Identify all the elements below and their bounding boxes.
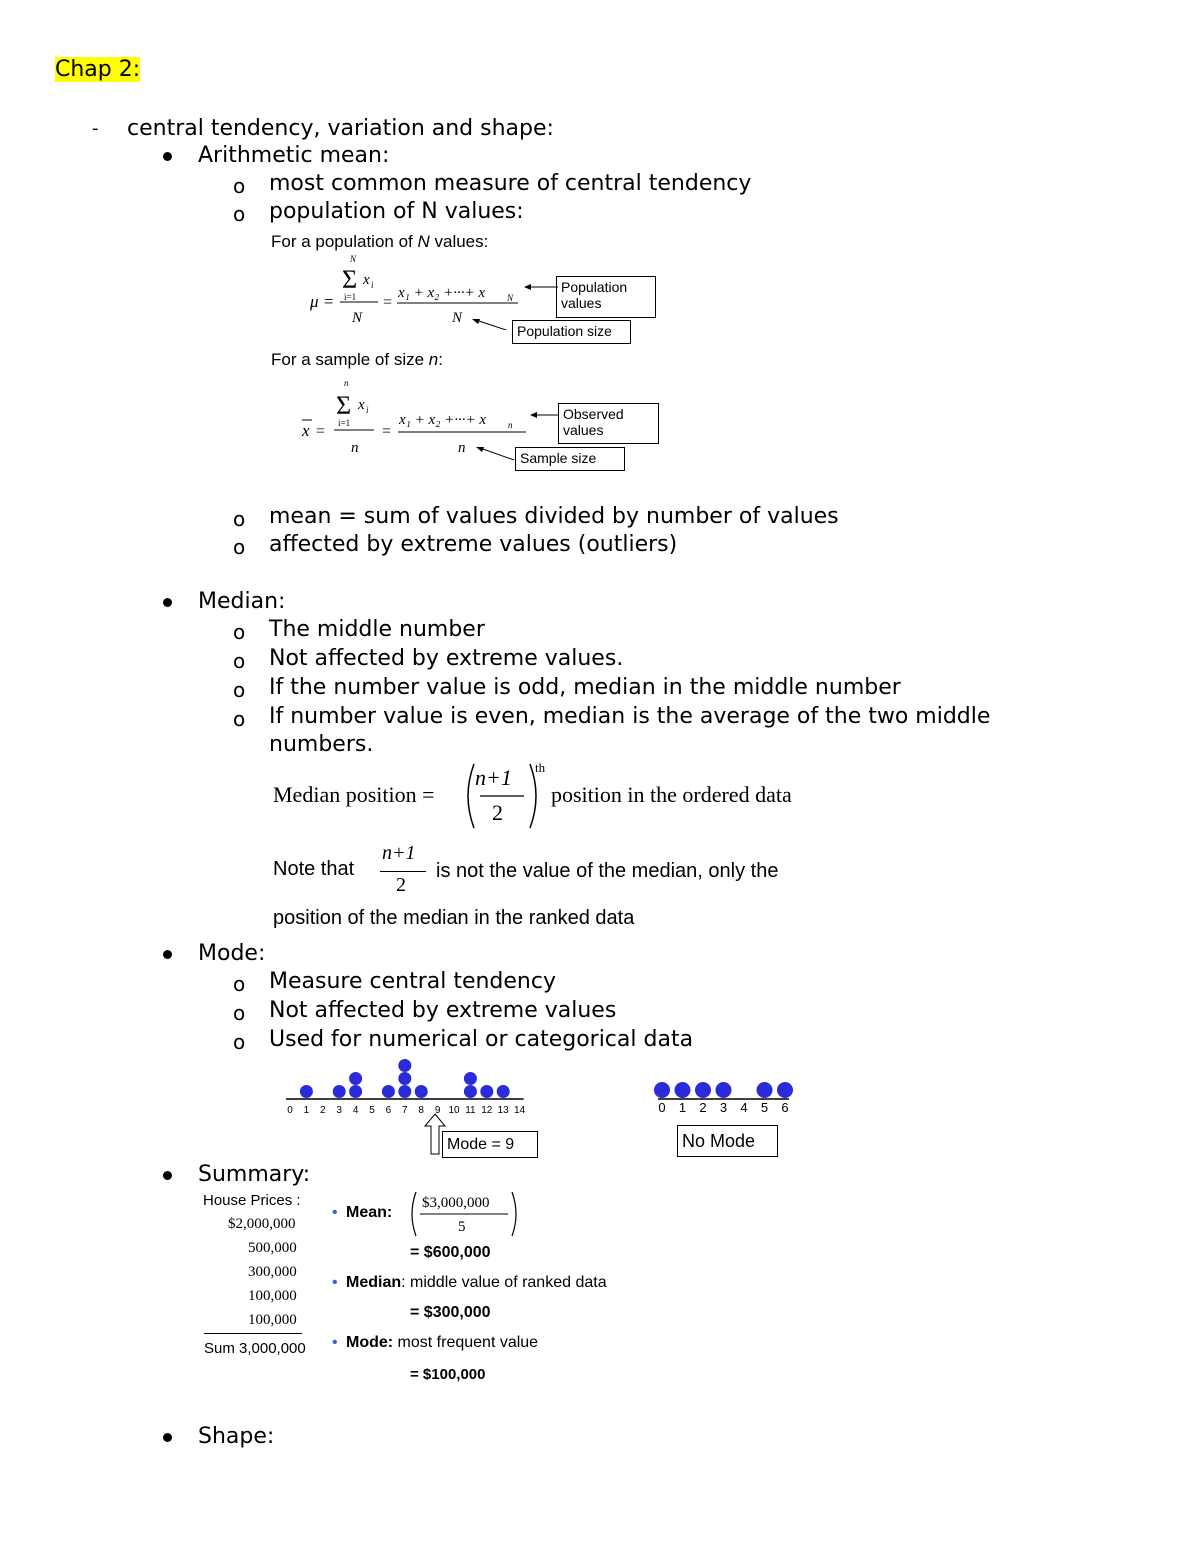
circle-bullet-icon: o: [233, 972, 246, 996]
svg-text:i: i: [366, 405, 369, 415]
data-dot: [464, 1072, 477, 1085]
svg-text:n: n: [458, 440, 466, 456]
svg-text:n: n: [351, 440, 359, 456]
tick-label: 11: [465, 1105, 476, 1116]
data-dot: [398, 1085, 411, 1098]
tick-label: 4: [740, 1100, 748, 1115]
circle-bullet-icon: o: [233, 620, 246, 644]
svg-text:=: =: [316, 423, 326, 440]
mode-point-2: Not affected by extreme values: [269, 998, 617, 1023]
summary-mode-line: Mode: most frequent value: [346, 1334, 539, 1351]
circle-bullet-icon: o: [233, 202, 246, 226]
house-prices-title: House Prices :: [203, 1192, 301, 1209]
summary-mean-denominator: 5: [458, 1219, 466, 1235]
note-numerator: n+1: [382, 842, 416, 864]
data-dot: [333, 1085, 346, 1098]
summary-mean-numerator: $3,000,000: [422, 1195, 490, 1211]
circle-bullet-icon: o: [233, 1001, 246, 1025]
data-dot: [349, 1085, 362, 1098]
data-dot: [300, 1085, 313, 1098]
tick-label: 3: [336, 1105, 342, 1116]
tick-label: 5: [760, 1100, 769, 1115]
small-bullet-icon: •: [332, 1204, 338, 1221]
tick-label: 2: [699, 1100, 707, 1115]
population-size-box: Population size: [512, 320, 631, 344]
svg-text:μ =: μ =: [310, 292, 335, 311]
sample-heading: For a sample of size n:: [271, 350, 443, 369]
dash-marker: -: [92, 118, 99, 139]
median-point-1: The middle number: [269, 617, 485, 642]
median-point-2: Not affected by extreme values.: [269, 646, 624, 671]
data-dot: [757, 1082, 773, 1098]
median-point-4: If number value is even, median is the average of the two middle: [269, 704, 991, 729]
svg-text:i=1: i=1: [344, 292, 357, 302]
summary-mode-result: = $100,000: [410, 1366, 486, 1383]
tick-label: 0: [287, 1105, 293, 1116]
data-dot: [464, 1085, 477, 1098]
mode-label-box: Mode = 9: [442, 1131, 538, 1158]
data-dot: [349, 1072, 362, 1085]
note-denominator: 2: [396, 874, 406, 896]
median-formula-superscript: th: [535, 760, 546, 775]
topic-text: central tendency, variation and shape:: [127, 116, 554, 141]
tick-label: 12: [481, 1105, 493, 1116]
tick-label: 8: [418, 1105, 424, 1116]
mean-point-2: population of N values:: [269, 199, 524, 224]
svg-text:N: N: [352, 310, 363, 326]
data-dot: [398, 1059, 411, 1072]
data-dot: [777, 1082, 793, 1098]
data-dot: [398, 1072, 411, 1085]
note-fraction-line: [380, 871, 426, 872]
circle-bullet-icon: o: [233, 535, 246, 559]
data-dot: [415, 1085, 428, 1098]
note-text-b: is not the value of the median, only the: [436, 860, 779, 882]
house-price-3: 300,000: [248, 1264, 297, 1280]
svg-text:N: N: [350, 254, 357, 264]
house-price-2: 500,000: [248, 1240, 297, 1256]
house-price-5: 100,000: [248, 1312, 297, 1328]
tick-label: 9: [434, 1105, 441, 1116]
mean-point-3: mean = sum of values divided by number of values: [269, 504, 839, 529]
svg-text:x₁ + x₂ +···+ x: x₁ + x₂ +···+ x: [398, 285, 486, 301]
circle-bullet-icon: o: [233, 1030, 246, 1054]
sample-size-box: Sample size: [515, 447, 625, 471]
bullet-icon: [163, 1433, 172, 1442]
tick-label: 7: [402, 1105, 408, 1116]
median-position-label: Median position =: [273, 782, 435, 807]
bullet-icon: [163, 950, 172, 959]
chapter-heading: Chap 2:: [55, 57, 141, 82]
mean-point-4: affected by extreme values (outliers): [269, 532, 678, 557]
svg-text:N: N: [452, 310, 463, 326]
population-values-box: Population values: [556, 276, 656, 318]
svg-text:i=1: i=1: [338, 418, 351, 428]
small-bullet-icon: •: [332, 1274, 338, 1291]
tick-label: 5: [369, 1105, 375, 1116]
bullet-icon: [163, 598, 172, 607]
circle-bullet-icon: o: [233, 707, 246, 731]
tick-label: 4: [352, 1105, 359, 1116]
summary-mean-label: Mean:: [346, 1204, 393, 1221]
note-text-a: Note that: [273, 858, 355, 880]
median-point-3: If the number value is odd, median in the middle number: [269, 675, 901, 700]
data-dot: [654, 1082, 670, 1098]
svg-text:n: n: [344, 378, 349, 388]
no-mode-label-box: No Mode: [677, 1125, 778, 1157]
circle-bullet-icon: o: [233, 649, 246, 673]
mean-point-1: most common measure of central tendency: [269, 171, 752, 196]
svg-text:x: x: [363, 272, 370, 288]
median-point-4-cont: numbers.: [269, 732, 374, 757]
house-price-1: $2,000,000: [228, 1216, 296, 1232]
house-price-4: 100,000: [248, 1288, 297, 1304]
tick-label: 6: [385, 1105, 392, 1116]
summary-title: Summary:: [198, 1162, 311, 1187]
svg-text:=: =: [383, 294, 393, 311]
tick-label: 0: [658, 1100, 666, 1115]
tick-label: 14: [514, 1105, 526, 1116]
tick-label: 10: [448, 1105, 460, 1116]
svg-text:=: =: [382, 423, 392, 440]
circle-bullet-icon: o: [233, 507, 246, 531]
data-dot: [695, 1082, 711, 1098]
sum-divider: [204, 1333, 302, 1334]
population-heading: For a population of N values:: [271, 232, 489, 251]
observed-values-box: Observed values: [558, 403, 659, 444]
tick-label: 1: [303, 1105, 310, 1116]
circle-bullet-icon: o: [233, 174, 246, 198]
summary-median-result: = $300,000: [410, 1304, 491, 1321]
svg-text:x: x: [302, 421, 310, 440]
tick-label: 6: [781, 1100, 789, 1115]
svg-text:n: n: [508, 420, 513, 430]
tick-label: 2: [320, 1105, 326, 1116]
mode-point-3: Used for numerical or categorical data: [269, 1027, 694, 1052]
median-formula-tail: position in the ordered data: [551, 782, 792, 807]
mode-dotplot-right: [650, 1070, 800, 1120]
bullet-icon: [163, 152, 172, 161]
svg-text:Σ: Σ: [342, 265, 358, 294]
summary-median-line: Median: middle value of ranked data: [346, 1274, 607, 1291]
data-dot: [675, 1082, 691, 1098]
median-formula-denominator: 2: [492, 800, 503, 825]
circle-bullet-icon: o: [233, 678, 246, 702]
data-dot: [716, 1082, 732, 1098]
data-dot: [480, 1085, 493, 1098]
svg-text:Σ: Σ: [336, 391, 352, 420]
data-dot: [497, 1085, 510, 1098]
small-bullet-icon: •: [332, 1334, 338, 1351]
svg-text:N: N: [507, 293, 514, 303]
svg-text:i: i: [371, 280, 374, 290]
median-title: Median:: [198, 589, 286, 614]
tick-label: 1: [678, 1100, 687, 1115]
house-prices-sum: Sum 3,000,000: [204, 1340, 306, 1357]
median-formula-numerator: n+1: [475, 765, 512, 790]
summary-mean-result: = $600,000: [410, 1244, 491, 1261]
tick-label: 13: [497, 1105, 509, 1116]
svg-text:x: x: [358, 397, 365, 413]
mean-title: Arithmetic mean:: [198, 143, 390, 168]
data-dot: [382, 1085, 395, 1098]
note-text-c: position of the median in the ranked data: [273, 907, 635, 929]
shape-title: Shape:: [198, 1424, 275, 1449]
bullet-icon: [163, 1171, 172, 1180]
mode-title: Mode:: [198, 941, 266, 966]
tick-label: 3: [719, 1100, 728, 1115]
svg-text:x₁ + x₂ +···+ x: x₁ + x₂ +···+ x: [399, 412, 487, 428]
mode-point-1: Measure central tendency: [269, 969, 556, 994]
